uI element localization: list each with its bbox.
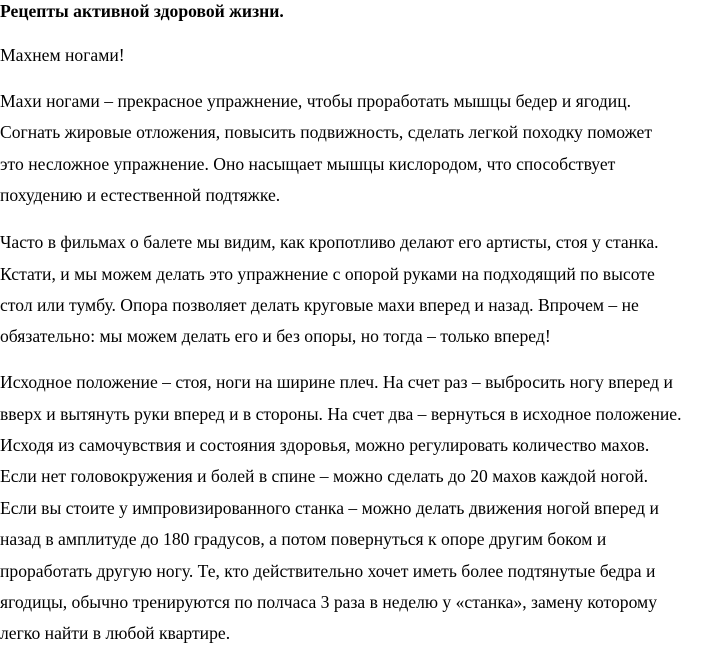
document-title: Рецепты активной здоровой жизни. xyxy=(0,1,284,21)
paragraph-line: стол или тумбу. Опора позволяет делать круговые махи вперед и назад. Впрочем – не xyxy=(0,295,639,315)
paragraph-line: это несложное упражнение. Оно насыщает мышцы кислородом, что способствует xyxy=(0,154,616,174)
paragraph-line: Если нет головокружения и болей в спине – можно сделать до 20 махов каждой ногой. xyxy=(0,466,649,486)
paragraph-line: похудению и естественной подтяжке. xyxy=(0,185,281,205)
paragraph-line: ягодицы, обычно тренируются по полчаса 3 раза в неделю у «станка», замену которому xyxy=(0,592,657,612)
paragraph-line: легко найти в любой квартире. xyxy=(0,623,231,643)
paragraph-line: Согнать жировые отложения, повысить подвижность, сделать легкой походку поможет xyxy=(0,122,653,142)
paragraph-line: обязательно: мы можем делать его и без опоры, но тогда – только вперед! xyxy=(0,326,551,346)
paragraph-line: Махи ногами – прекрасное упражнение, чтобы проработать мышцы бедер и ягодиц. xyxy=(0,91,632,111)
paragraph-line: Кстати, и мы можем делать это упражнение с опорой руками на подходящий по высоте xyxy=(0,264,655,284)
paragraph-line: назад в амплитуде до 180 градусов, а потом повернуться к опоре другим боком и xyxy=(0,529,607,549)
paragraph-line: Исходя из самочувствия и состояния здоровья, можно регулировать количество махов. xyxy=(0,435,650,455)
paragraph-line: Исходное положение – стоя, ноги на ширине плеч. На счет раз – выбросить ногу вперед и xyxy=(0,372,673,392)
paragraph-line: Если вы стоите у импровизированного станка – можно делать движения ногой вперед и xyxy=(0,498,659,518)
paragraph-line: проработать другую ногу. Те, кто действительно хочет иметь более подтянутые бедра и xyxy=(0,561,656,581)
paragraph-line: вверх и вытянуть руки вперед и в стороны. На счет два – вернуться в исходное положение. xyxy=(0,404,682,424)
document-subtitle: Махнем ногами! xyxy=(0,45,125,65)
paragraph-line: Часто в фильмах о балете мы видим, как кропотливо делают его артисты, стоя у станка. xyxy=(0,232,659,252)
